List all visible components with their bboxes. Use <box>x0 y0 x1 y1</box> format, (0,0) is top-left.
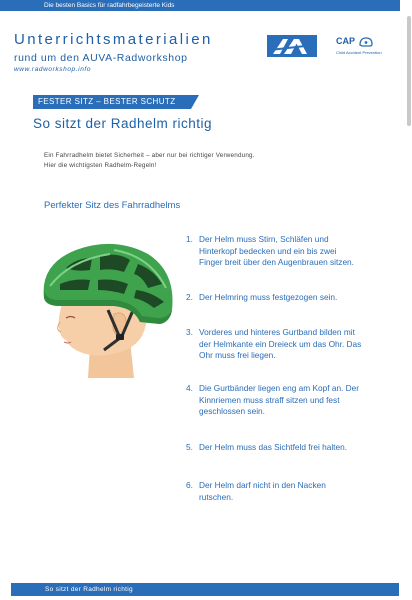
intro-line: Hier die wichtigsten Radhelm-Regeln! <box>44 162 157 169</box>
intro-line: Ein Fahrradhelm bietet Sicherheit – aber nur bei richtiger Verwendung. <box>44 152 255 159</box>
rule-text-line: Der Helmring muss festgezogen sein. <box>199 292 338 302</box>
section-banner-text: FESTER SITZ – BESTER SCHUTZ <box>38 97 176 106</box>
rule-number: 6. <box>186 480 193 490</box>
rule-text-line: Vorderes und hinteres Gurtband bilden mit <box>199 327 355 337</box>
rule-text-line: Finger breit über den Augenbrauen sitzen. <box>199 257 354 267</box>
rule-text-line: Der Helm muss das Sichtfeld frei halten. <box>199 442 348 452</box>
rule-text-line: Hinterkopf bedecken und ein bis zwei <box>199 245 337 256</box>
cap-logo-subtext: Child Accident Prevention <box>336 50 382 55</box>
website-link[interactable]: www.radworkshop.info <box>14 66 92 73</box>
top-banner <box>0 0 400 11</box>
rule-text <box>199 383 376 418</box>
top-banner-text: Die besten Basics für radfahrbegeisterte Kids <box>44 2 175 9</box>
rule-text-line: Der Helm darf nicht in den Nacken <box>199 480 326 490</box>
rule-item <box>186 442 376 454</box>
auva-logo <box>267 35 317 57</box>
rule-text <box>199 480 376 503</box>
document-title: Unterrichtsmaterialien <box>14 31 213 48</box>
rule-text-line: Kinnriemen muss straff sitzen und fest <box>199 394 340 405</box>
rule-number: 4. <box>186 383 193 393</box>
rule-text <box>199 292 376 304</box>
rule-item <box>186 327 376 362</box>
rule-item <box>186 480 376 503</box>
rule-item <box>186 383 376 418</box>
document-subtitle: rund um den AUVA-Radworkshop <box>14 52 188 64</box>
rule-text <box>199 327 376 362</box>
rule-number: 3. <box>186 327 193 337</box>
cap-logo-text: CAP <box>336 36 356 46</box>
rule-item <box>186 234 376 269</box>
helmet-illustration <box>30 228 182 378</box>
rule-item <box>186 292 376 304</box>
rule-text <box>199 442 376 454</box>
rule-text <box>199 234 376 269</box>
footer-bar <box>11 583 399 596</box>
rule-text-line: Die Gurtbänder liegen eng am Kopf an. Der <box>199 383 360 393</box>
rule-number: 5. <box>186 442 193 452</box>
rule-number: 2. <box>186 292 193 302</box>
subheading: Perfekter Sitz des Fahrradhelms <box>44 200 181 211</box>
rule-text-line: Der Helm muss Stirn, Schläfen und <box>199 234 329 244</box>
cap-logo-icon <box>358 36 374 48</box>
footer-text: So sitzt der Radhelm richtig <box>45 586 133 593</box>
section-title: So sitzt der Radhelm richtig <box>33 116 213 131</box>
rule-text-line: der Helmkante ein Dreieck um das Ohr. Das <box>199 338 362 349</box>
rule-number: 1. <box>186 234 193 244</box>
rule-text-line: geschlossen sein. <box>199 406 265 416</box>
auva-logo-mark <box>267 35 317 57</box>
intro-text <box>44 151 255 171</box>
cap-logo <box>336 36 388 58</box>
rule-text-line: rutschen. <box>199 491 234 502</box>
rule-text-line: Ohr muss frei liegen. <box>199 350 276 360</box>
scrollbar[interactable] <box>407 16 411 126</box>
